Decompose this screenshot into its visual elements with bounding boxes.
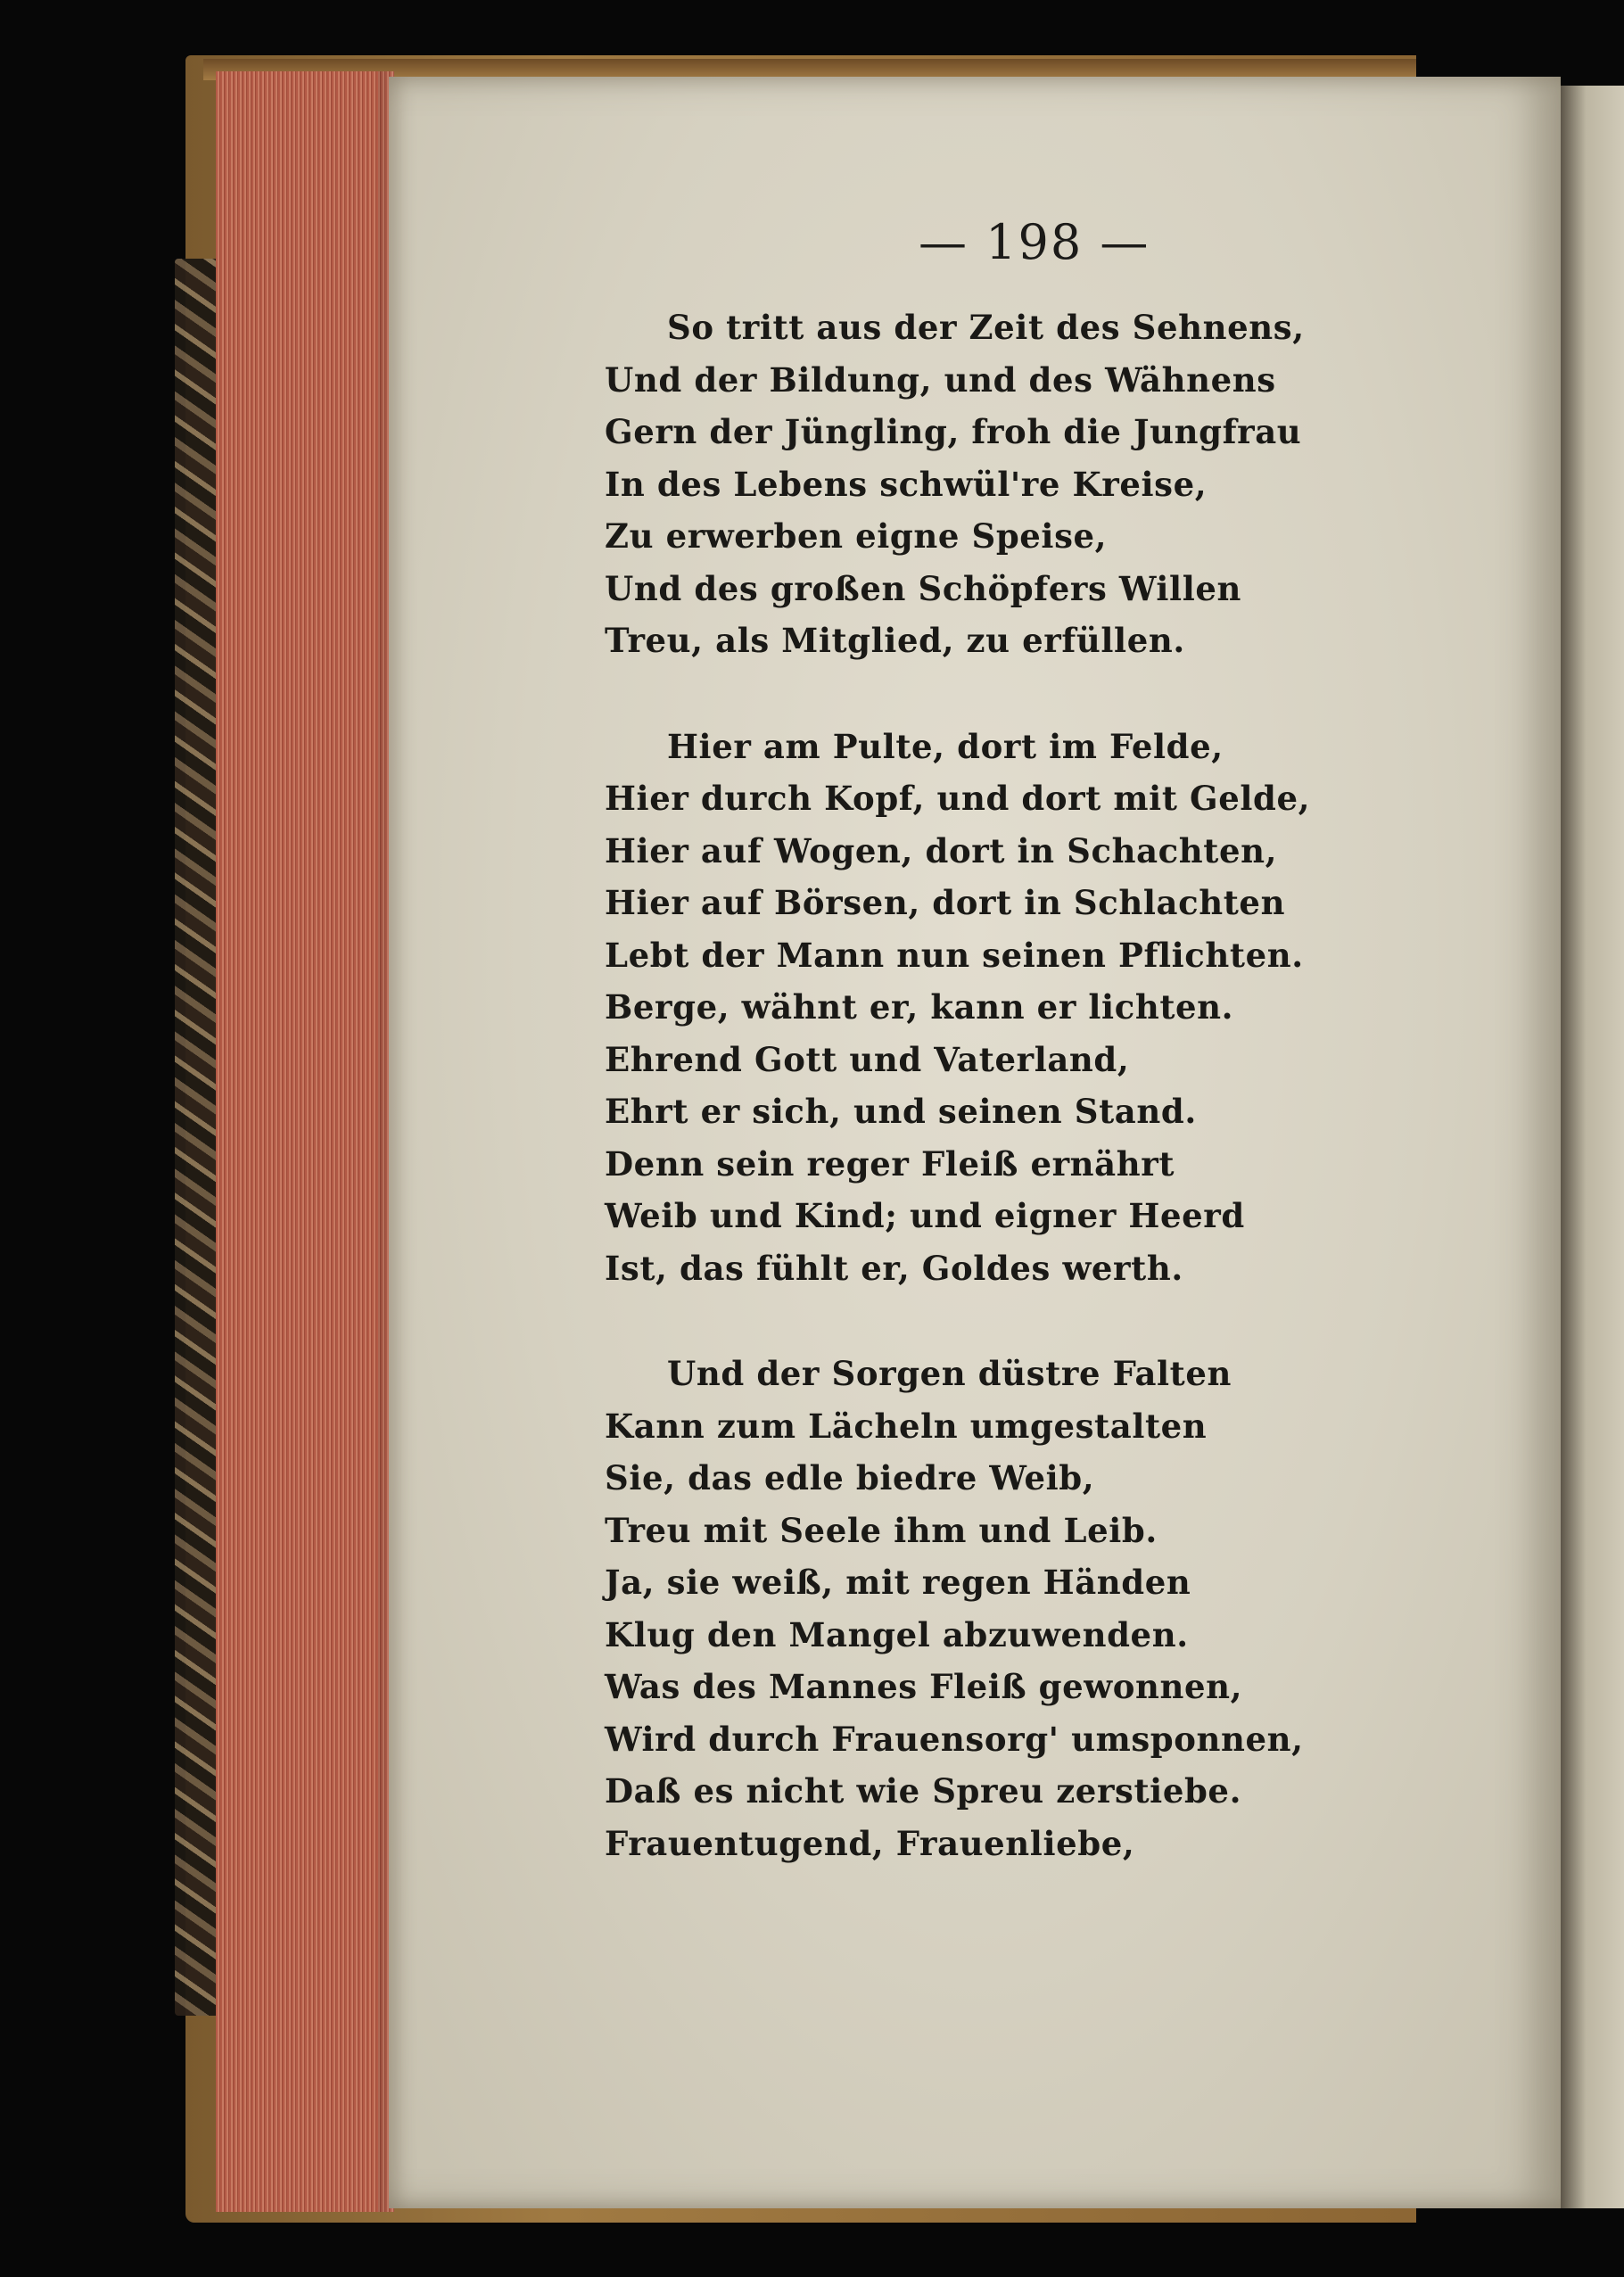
poem-line: So tritt aus der Zeit des Sehnens, xyxy=(667,308,1305,347)
poem-line: Ja, sie weiß, mit regen Händen xyxy=(605,1563,1191,1602)
poem-line: Und der Sorgen düstre Falten xyxy=(667,1354,1232,1393)
poem-text xyxy=(605,301,1318,1869)
poem-line: Treu, als Mitglied, zu erfüllen. xyxy=(605,621,1185,660)
stanza-1 xyxy=(605,301,1318,667)
poem-line: Gern der Jüngling, froh die Jungfrau xyxy=(605,412,1302,451)
stanza-gap xyxy=(605,1294,1318,1348)
page-fore-edge xyxy=(216,71,394,2212)
poem-line: Daß es nicht wie Spreu zerstiebe. xyxy=(605,1771,1242,1811)
poem-line: In des Lebens schwül're Kreise, xyxy=(605,464,1208,504)
poem-line: Und des großen Schöpfers Willen xyxy=(605,568,1241,608)
poem-line: Denn sein reger Fleiß ernährt xyxy=(605,1143,1175,1184)
poem-line: Hier auf Börsen, dort in Schlachten xyxy=(605,883,1286,922)
poem-line: Was des Mannes Fleiß gewonnen, xyxy=(605,1667,1243,1706)
poem-line: Kann zum Lächeln umgestalten xyxy=(605,1406,1208,1446)
poem-line: Treu mit Seele ihm und Leib. xyxy=(605,1510,1158,1550)
poem-line: Frauentugend, Frauenliebe, xyxy=(605,1823,1135,1863)
poem-line: Ehrt er sich, und seinen Stand. xyxy=(605,1092,1197,1131)
poem-line: Hier durch Kopf, und dort mit Gelde, xyxy=(605,779,1311,818)
page-number: — 198 — xyxy=(919,214,1150,270)
poem-line: Und der Bildung, und des Wähnens xyxy=(605,359,1276,400)
stanza-2 xyxy=(605,721,1318,1295)
poem-line: Hier auf Wogen, dort in Schachten, xyxy=(605,830,1278,870)
poem-line: Lebt der Mann nun seinen Pflichten. xyxy=(605,935,1304,975)
poem-line: Klug den Mangel abzuwenden. xyxy=(605,1614,1189,1654)
stanza-gap xyxy=(605,667,1318,721)
marbled-binding xyxy=(175,259,221,2016)
poem-line: Wird durch Frauensorg' umsponnen, xyxy=(605,1719,1304,1759)
poem-line: Zu erwerben eigne Speise, xyxy=(605,516,1108,556)
facing-page-edge xyxy=(1561,86,1624,2208)
poem-line: Ehrend Gott und Vaterland, xyxy=(605,1039,1130,1079)
poem-line: Ist, das fühlt er, Goldes werth. xyxy=(605,1248,1183,1288)
poem-line: Sie, das edle biedre Weib, xyxy=(605,1458,1095,1497)
stanza-3 xyxy=(605,1348,1318,1869)
poem-line: Hier am Pulte, dort im Felde, xyxy=(667,726,1224,766)
poem-line: Weib und Kind; und eigner Heerd xyxy=(605,1196,1245,1235)
poem-line: Berge, wähnt er, kann er lichten. xyxy=(605,987,1234,1027)
